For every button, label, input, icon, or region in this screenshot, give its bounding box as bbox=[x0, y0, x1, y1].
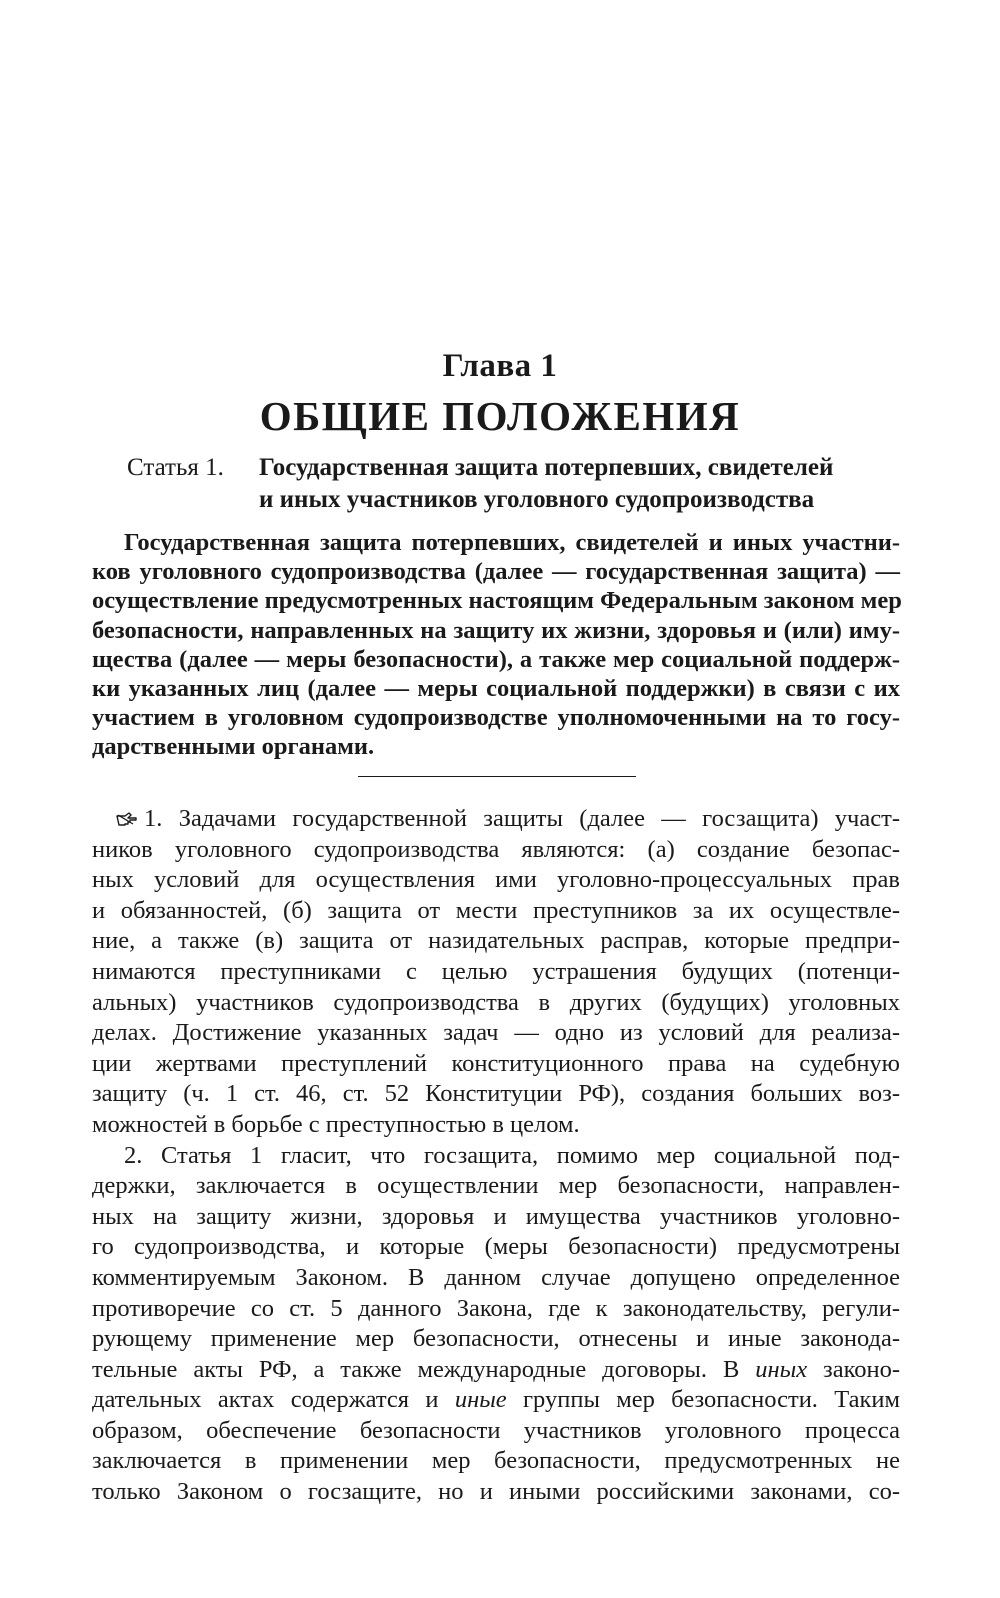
section-divider bbox=[358, 776, 636, 777]
article-title-line: Государственная защита потерпевших, свидетелей bbox=[259, 454, 834, 481]
commentary-line: защиту (ч. 1 ст. 46, ст. 52 Конституции РФ), создания больших воз- bbox=[92, 1080, 900, 1108]
commentary-line: заключается в применении мер безопасности, предусмотренных не bbox=[92, 1447, 900, 1475]
law-text-line: ков уголовного судопроизводства (далее — государственная защита) — bbox=[92, 558, 900, 586]
article-title bbox=[259, 452, 833, 516]
commentary-line: ции жертвами преступлений конституционного права на судебную bbox=[92, 1049, 900, 1077]
commentary-line: только Законом о госзащите, но и иными российскими законами, со- bbox=[92, 1478, 900, 1506]
commentary-text: дательных актах содержатся и bbox=[92, 1386, 455, 1414]
chapter-number: Глава 1 bbox=[442, 348, 558, 384]
article-label: Статья 1. bbox=[127, 454, 224, 481]
commentary-line: 2. Статья 1 гласит, что госзащита, помимо мер социальной под- bbox=[124, 1141, 900, 1169]
commentary-line: рующему применение мер безопасности, отнесены и иные законода- bbox=[92, 1325, 900, 1353]
commentary-line: ных условий для осуществления ими уголовно-процессуальных прав bbox=[92, 866, 900, 894]
commentary-line: комментируемым Законом. В данном случае допущено определенное bbox=[92, 1263, 900, 1291]
commentary-line: держки, заключается в осуществлении мер безопасности, направлен- bbox=[92, 1172, 900, 1200]
commentary-text: группы мер безопасности. Таким bbox=[506, 1386, 900, 1414]
emphasis: иных bbox=[755, 1355, 808, 1383]
commentary-line: альных) участников судопроизводства в других (будущих) уголовных bbox=[92, 988, 900, 1016]
commentary-line bbox=[92, 1385, 900, 1416]
pointing-hand-icon bbox=[116, 811, 138, 827]
commentary-line: образом, обеспечение безопасности участников уголовного процесса bbox=[92, 1416, 900, 1444]
law-text-line: ки указанных лиц (далее — меры социальной поддержки) в связи с их bbox=[92, 675, 900, 703]
law-text-line: щества (далее — меры безопасности), а также мер социальной поддерж- bbox=[92, 645, 900, 673]
law-text-line: участием в уголовном судопроизводстве уполномоченными на то госу- bbox=[92, 704, 900, 732]
commentary-line: можностей в борьбе с преступностью в целом. bbox=[92, 1110, 580, 1138]
commentary-line: ных на защиту жизни, здоровья и имущества участников уголовно- bbox=[92, 1202, 900, 1230]
article-title-line: и иных участников уголовного судопроизводства bbox=[259, 486, 815, 513]
law-text-line: дарственными органами. bbox=[92, 733, 375, 761]
commentary-line: нимаются преступниками с целью устрашения будущих (потенци- bbox=[92, 957, 900, 985]
commentary-line: го судопроизводства, и которые (меры безопасности) предусмотрены bbox=[92, 1233, 900, 1261]
emphasis: иные bbox=[454, 1386, 507, 1414]
commentary-text: законо- bbox=[807, 1355, 900, 1383]
commentary-line bbox=[92, 804, 900, 835]
commentary-line: ние, а также (в) защита от назидательных расправ, которые предпри- bbox=[92, 927, 900, 955]
commentary-text: 1. Задачами государственной защиты (далее — госзащита) участ- bbox=[144, 805, 900, 832]
commentary-line: делах. Достижение указанных задач — одно из условий для реализа- bbox=[92, 1019, 900, 1047]
law-text bbox=[92, 528, 900, 762]
chapter-title: ОБЩИЕ ПОЛОЖЕНИЯ bbox=[259, 393, 741, 439]
commentary-line: ников уголовного судопроизводства являются: (а) создание безопас- bbox=[92, 835, 900, 863]
commentary-line: противоречие со ст. 5 данного Закона, где к законодательству, регули- bbox=[92, 1294, 900, 1322]
commentary-line: и обязанностей, (б) защита от мести преступников за их осуществле- bbox=[92, 896, 900, 924]
commentary bbox=[92, 804, 900, 1508]
commentary-text: тельные акты РФ, а также международные договоры. В bbox=[92, 1355, 756, 1383]
law-text-line: безопасности, направленных на защиту их жизни, здоровья и (или) иму- bbox=[92, 616, 900, 644]
law-text-line: Государственная защита потерпевших, свидетелей и иных участни- bbox=[124, 529, 900, 556]
law-text-line: осуществление предусмотренных настоящим Федеральным законом мер bbox=[92, 587, 902, 615]
commentary-line bbox=[92, 1355, 900, 1386]
